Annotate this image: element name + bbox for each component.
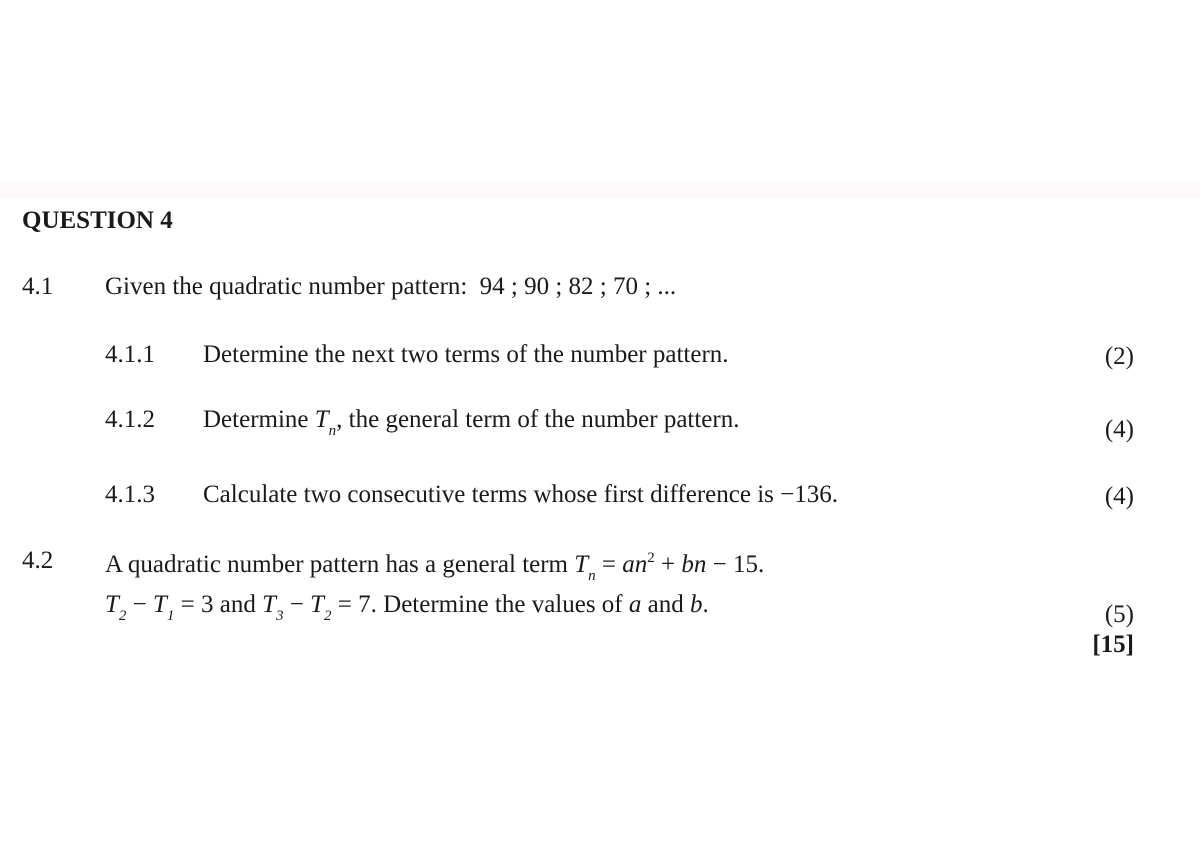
q4-2-line1 [105, 550, 764, 583]
q4-1-pattern: 94 ; 90 ; 82 ; 70 ; ... [479, 273, 677, 300]
q4-2-line1-bn: bn [681, 551, 707, 578]
q4-2-line1-exp: 2 [647, 550, 655, 566]
q4-1-3-marks: (4) [1104, 483, 1134, 510]
q4-2-number: 4.2 [22, 547, 54, 574]
q4-1-2-number: 4.1.2 [105, 406, 155, 433]
q4-2-T2b: T [310, 591, 325, 618]
blank-top-area [0, 0, 1200, 198]
question-title: QUESTION 4 [22, 207, 173, 234]
q4-2-line1-text: A quadratic number pattern has a general term [105, 551, 575, 578]
q4-2-T2: T [105, 591, 119, 618]
q4-1-2-before: Determine [203, 406, 315, 433]
q4-2-T2b-sub: 2 [324, 608, 332, 624]
q4-2-T2-sub: 2 [118, 608, 127, 624]
q4-1-3-text: Calculate two consecutive terms whose first difference is −136. [203, 481, 838, 508]
q4-2-T1-sub: 1 [166, 608, 175, 624]
q4-2-line2 [105, 590, 709, 623]
q4-1-2-after: , the general term of the number pattern. [336, 406, 740, 433]
q4-2-eq7: = 7. Determine the values of [331, 591, 629, 618]
q4-1-2-symbol: T [314, 406, 329, 433]
q4-1-2-subscript: n [328, 423, 337, 439]
q4-2-eq3: = 3 and [174, 591, 263, 618]
q4-1-1-number: 4.1.1 [105, 341, 155, 368]
q4-2-T3-sub: 3 [276, 608, 284, 624]
q4-2-minus2: − [283, 591, 311, 618]
q4-1-2-text [203, 405, 739, 438]
q4-1-text [105, 272, 676, 302]
q4-1-1-text: Determine the next two terms of the number pattern. [203, 341, 729, 368]
q4-2-marks: (5) [1104, 601, 1134, 628]
q4-1-3-number: 4.1.3 [105, 481, 155, 508]
q4-2-line1-eq: = [595, 551, 623, 578]
q4-1-1-marks: (2) [1104, 343, 1134, 370]
q4-1-2-marks: (4) [1104, 416, 1134, 443]
question-total-marks: [15] [1092, 631, 1134, 658]
q4-2-line1-sub: n [588, 568, 596, 584]
q4-2-line1-rest: − 15. [706, 551, 765, 578]
q4-1-number: 4.1 [22, 273, 54, 300]
q4-2-T1: T [153, 591, 167, 618]
q4-2-b: b [690, 591, 703, 618]
q4-2-line1-T: T [574, 551, 589, 578]
q4-2-line1-an: an [622, 551, 648, 578]
q4-2-end: . [702, 591, 709, 618]
q4-2-a: a [628, 591, 642, 618]
q4-2-and: and [641, 591, 690, 618]
q4-2-line1-plus: + [654, 551, 682, 578]
q4-2-T3: T [262, 591, 277, 618]
q4-1-intro: Given the quadratic number pattern: [105, 273, 468, 300]
page-edge-band [0, 182, 1200, 198]
q4-2-minus1: − [126, 591, 154, 618]
